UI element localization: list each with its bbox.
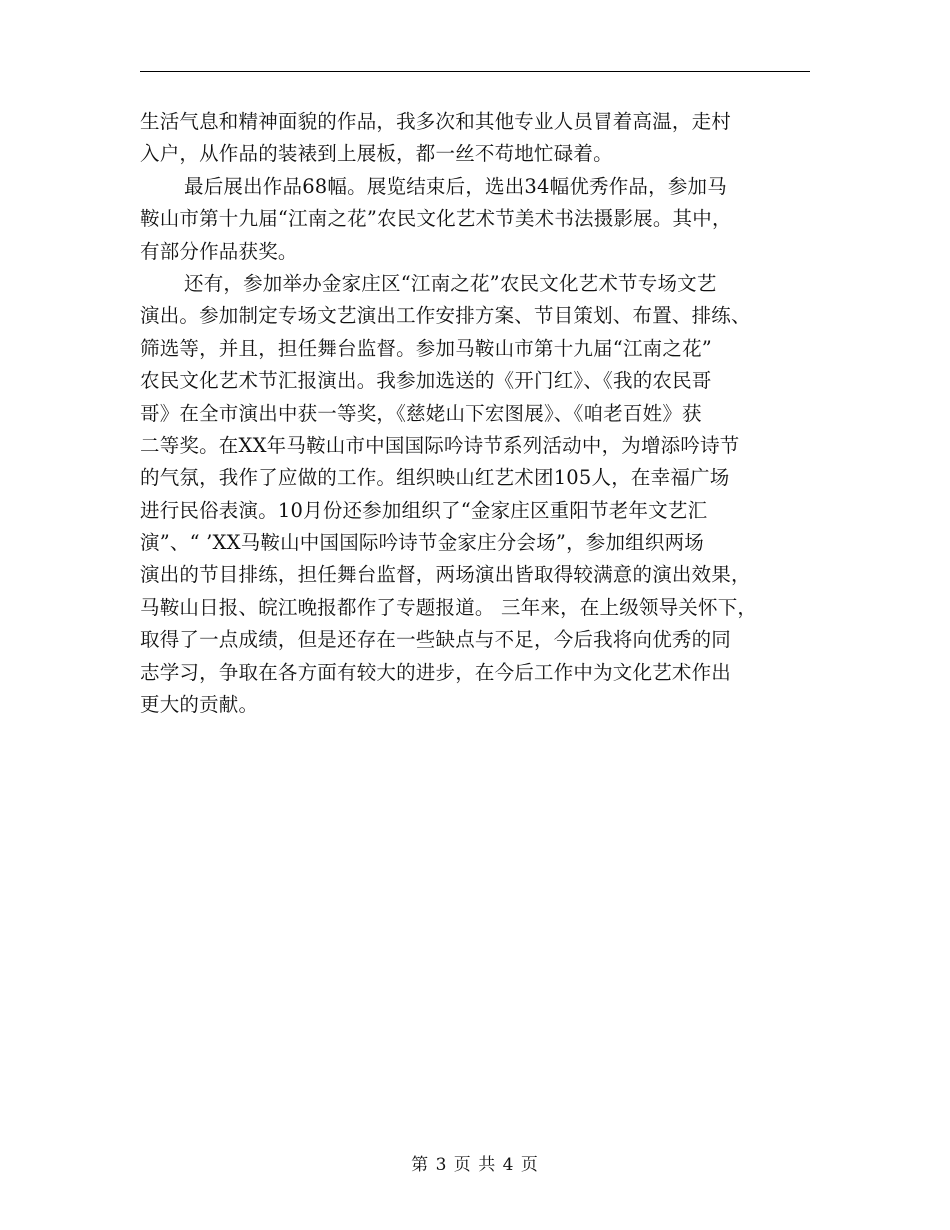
text-line: 演”、“ ’XX马鞍山中国国际吟诗节金家庄分会场”，参加组织两场 [140,531,704,555]
text-line: 生活气息和精神面貌的作品，我多次和其他专业人员冒着高温，走村 [140,110,732,133]
text-line: 马鞍山日报、皖江晚报都作了专题报道。 三年来，在上级领导关怀下， [140,595,758,619]
header-rule [140,71,810,72]
text-line: 有部分作品获奖。 [140,239,298,263]
text-line: 哥》在全市演出中获一等奖，《慈姥山下宏图展》、《咱老百姓》获 [140,401,702,425]
text-line: 鞍山市第十九届“江南之花”农民文化艺术节美术书法摄影展。其中， [140,207,732,231]
text-line: 的气氛，我作了应做的工作。组织映山红艺术团105人，在幸福广场 [140,466,730,490]
text-line: 演出的节目排练，担任舞台监督，两场演出皆取得较满意的演出效果， [140,563,751,587]
text-line: 更大的贡献。 [140,693,259,717]
text-line: 志学习，争取在各方面有较大的进步，在今后工作中为文化艺术作出 [140,660,732,684]
text-line: 还有，参加举办金家庄区“江南之花”农民文化艺术节专场文艺 [184,271,717,295]
text-line: 农民文化艺术节汇报演出。我参加选送的《开门红》、《我的农民哥 [140,369,712,393]
text-line: 演出。参加制定专场文艺演出工作安排方案、节目策划、布置、排练、 [140,304,751,328]
text-line: 进行民俗表演。10月份还参加组织了“金家庄区重阳节老年文艺汇 [140,498,708,522]
text-line: 二等奖。在XX年马鞍山市中国国际吟诗节系列活动中，为增添吟诗节 [140,433,740,457]
text-line: 筛选等，并且，担任舞台监督。参加马鞍山市第十九届“江南之花” [140,336,712,360]
text-line: 入户，从作品的装裱到上展板，都一丝不苟地忙碌着。 [140,142,613,166]
text-line: 最后展出作品68幅。展览结束后，选出34幅优秀作品，参加马 [184,174,727,198]
page-footer: 第 3 页 共 4 页 [411,1155,539,1175]
body-text [140,106,815,721]
text-line: 取得了一点成绩，但是还存在一些缺点与不足，今后我将向优秀的同 [140,628,732,652]
